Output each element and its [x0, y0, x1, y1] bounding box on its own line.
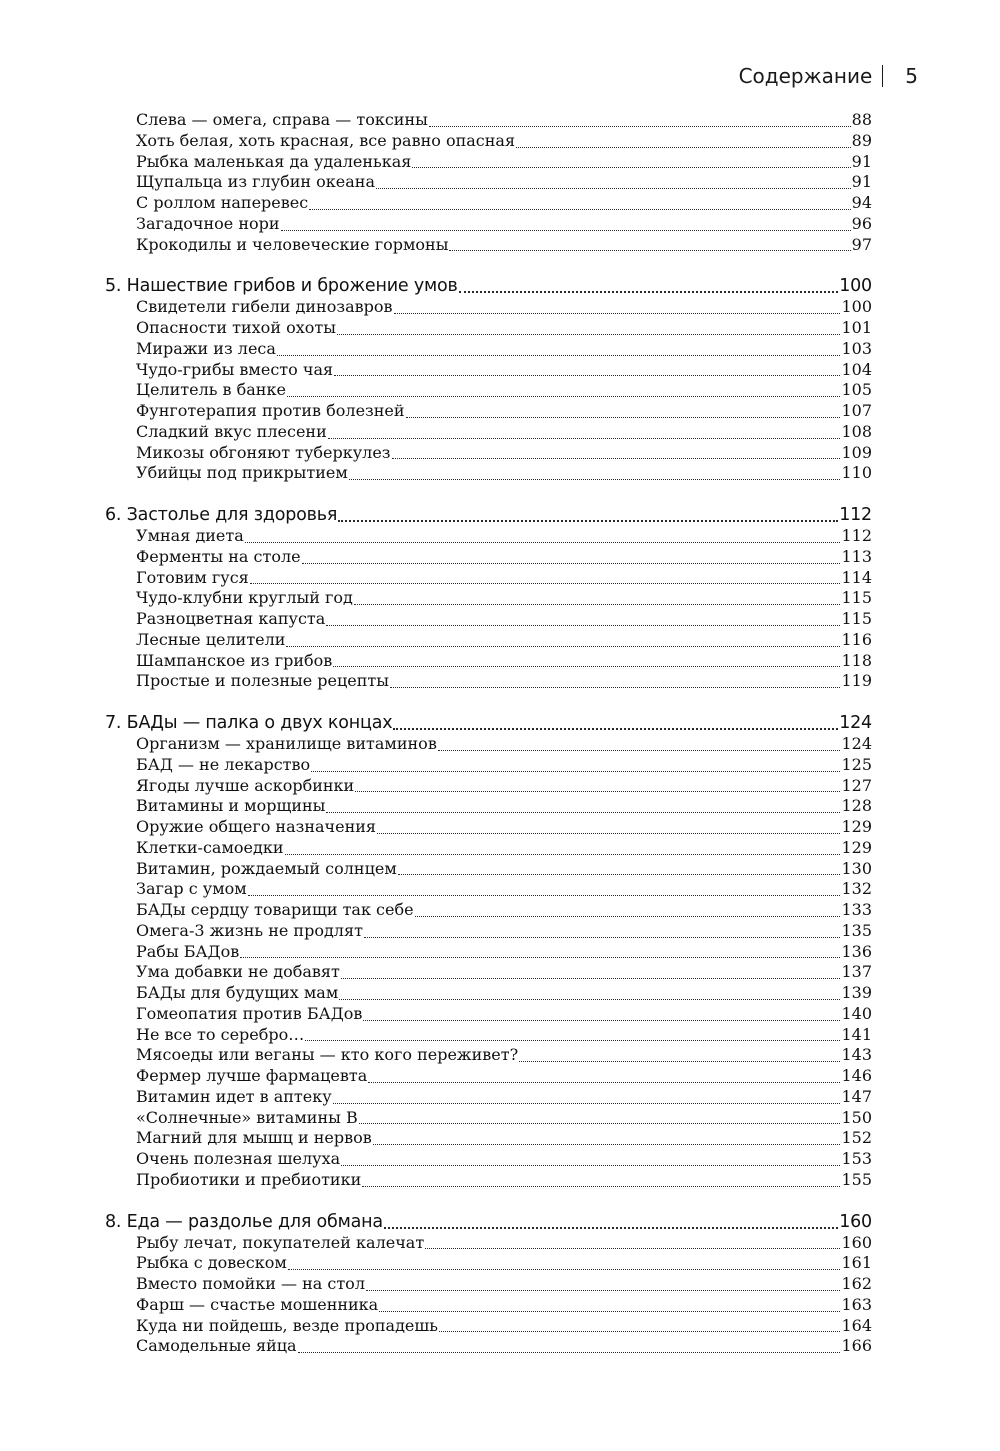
- entry-page-number: 140: [841, 1003, 872, 1023]
- entry-title: Не все то серебро…: [136, 1024, 305, 1044]
- entry-page-number: 113: [841, 546, 872, 566]
- entry-page-number: 132: [841, 879, 872, 899]
- entry-page-number: 91: [851, 172, 872, 192]
- table-of-contents: [0, 110, 1000, 1357]
- entry-title: Витамин, рождаемый солнцем: [136, 858, 397, 878]
- entry-title: Фунготерапия против болезней: [136, 401, 405, 420]
- toc-entry[interactable]: [136, 983, 872, 1004]
- dot-leader: [355, 791, 840, 792]
- entry-title: БАД — не лекарство: [136, 754, 311, 774]
- toc-entry[interactable]: [136, 131, 872, 152]
- toc-entry[interactable]: [136, 1316, 872, 1337]
- dot-leader: [438, 750, 841, 751]
- toc-entry[interactable]: [136, 318, 872, 339]
- entry-page-number: 146: [841, 1066, 872, 1085]
- entry-title: БАДы сердцу товарищи так себе: [136, 900, 414, 919]
- entry-page-number: 104: [841, 359, 872, 379]
- entry-title: Рыбка маленькая да удаленькая: [136, 151, 412, 171]
- entry-page-number: 91: [851, 151, 872, 171]
- toc-entry[interactable]: [136, 1274, 872, 1295]
- dot-leader: [288, 1269, 841, 1270]
- toc-entry[interactable]: [136, 921, 872, 942]
- entry-title: Фермер лучше фармацевта: [136, 1066, 368, 1085]
- dot-leader: [376, 188, 851, 189]
- dot-leader: [362, 1186, 840, 1187]
- dot-leader: [349, 479, 841, 480]
- entry-page-number: 125: [841, 754, 872, 774]
- dot-leader: [277, 355, 841, 356]
- entry-page-number: 116: [841, 629, 872, 649]
- dot-leader: [390, 687, 840, 688]
- entry-page-number: 128: [841, 796, 872, 816]
- toc-entry[interactable]: [136, 235, 872, 256]
- dot-leader: [337, 334, 841, 335]
- entry-page-number: 139: [841, 983, 872, 1002]
- dot-leader: [368, 1082, 840, 1083]
- dot-leader: [384, 1227, 838, 1229]
- entry-title: Загадочное нори: [136, 213, 280, 233]
- entry-title: Микозы обгоняют туберкулез: [136, 442, 391, 462]
- entry-title: Лесные целители: [136, 629, 286, 649]
- toc-entry[interactable]: [136, 339, 872, 360]
- toc-entry[interactable]: [136, 1025, 872, 1046]
- toc-entry[interactable]: [136, 1170, 872, 1191]
- dot-leader: [373, 1144, 841, 1145]
- toc-entry[interactable]: [136, 755, 872, 776]
- entry-title: Крокодилы и человеческие гормоны: [136, 234, 449, 254]
- dot-leader: [406, 417, 841, 418]
- entry-page-number: 118: [841, 650, 872, 670]
- dot-leader: [363, 1020, 840, 1021]
- toc-entry[interactable]: [136, 859, 872, 880]
- dot-leader: [459, 291, 839, 293]
- dot-leader: [415, 916, 841, 917]
- toc-entry[interactable]: [136, 172, 872, 193]
- toc-entry[interactable]: [136, 776, 872, 797]
- dot-leader: [439, 1331, 840, 1332]
- dot-leader: [359, 1123, 841, 1124]
- entry-page-number: 119: [841, 671, 872, 691]
- entry-title: Самодельные яйца: [136, 1336, 297, 1356]
- entry-title: «Солнечные» витамины В: [136, 1107, 358, 1127]
- toc-entry[interactable]: [136, 1336, 872, 1357]
- toc-entry[interactable]: [136, 1087, 872, 1108]
- dot-leader: [341, 1165, 840, 1166]
- dot-leader: [326, 812, 840, 813]
- entry-title: Омега-3 жизнь не продлят: [136, 920, 363, 940]
- entry-page-number: 143: [841, 1045, 872, 1065]
- entry-title: Слева — омега, справа — токсины: [136, 110, 428, 129]
- entry-title: Витамин идет в аптеку: [136, 1086, 332, 1106]
- continued-section: [0, 110, 1000, 255]
- toc-entry[interactable]: [136, 1253, 872, 1274]
- entry-title: Целитель в банке: [136, 380, 286, 400]
- entry-title: Умная диета: [136, 526, 244, 545]
- entry-title: БАДы для будущих мам: [136, 983, 339, 1002]
- dot-leader: [338, 520, 838, 522]
- dot-leader: [377, 833, 840, 834]
- entry-title: Магний для мышц и нервов: [136, 1128, 372, 1148]
- entry-title: Миражи из леса: [136, 338, 276, 358]
- running-head: [739, 60, 918, 92]
- dot-leader: [333, 666, 840, 667]
- toc-entry[interactable]: [136, 838, 872, 859]
- entry-page-number: 162: [841, 1274, 872, 1293]
- entry-title: Организм — хранилище витаминов: [136, 734, 437, 753]
- toc-entry[interactable]: [136, 1128, 872, 1149]
- toc-entry[interactable]: [136, 152, 872, 173]
- entry-title: Разноцветная капуста: [136, 609, 326, 628]
- toc-entry[interactable]: [136, 900, 872, 921]
- dot-leader: [311, 771, 840, 772]
- toc-entry[interactable]: [136, 547, 872, 568]
- entry-page-number: 115: [841, 588, 872, 608]
- entry-title: Оружие общего назначения: [136, 817, 377, 836]
- entry-title: Щупальца из глубин океана: [136, 172, 375, 192]
- dot-leader: [364, 937, 841, 938]
- entry-title: Рабы БАДов: [136, 941, 240, 961]
- entry-title: Убийцы под прикрытием: [136, 463, 348, 483]
- entry-title: Чудо-грибы вместо чая: [136, 359, 334, 379]
- toc-entry[interactable]: [136, 588, 872, 609]
- dot-leader: [341, 978, 841, 979]
- entry-title: Загар с умом: [136, 879, 247, 899]
- entry-page-number: 115: [841, 609, 872, 628]
- chapter-section: [0, 275, 1000, 484]
- toc-entry[interactable]: [136, 443, 872, 464]
- chapter-section: [0, 504, 1000, 692]
- dot-leader: [429, 126, 851, 127]
- dot-leader: [298, 1352, 841, 1353]
- chapter-heading[interactable]: [105, 712, 872, 734]
- entry-page-number: 141: [841, 1024, 872, 1044]
- entry-page-number: 147: [841, 1086, 872, 1106]
- dot-leader: [339, 999, 840, 1000]
- entry-title: Фарш — счастье мошенника: [136, 1294, 379, 1314]
- toc-entry[interactable]: [136, 1004, 872, 1025]
- chapter-page-number: 124: [839, 713, 872, 733]
- entry-page-number: 161: [841, 1253, 872, 1273]
- dot-leader: [287, 396, 841, 397]
- toc-entry[interactable]: [136, 1149, 872, 1170]
- toc-entry[interactable]: [136, 463, 872, 484]
- dot-leader: [245, 542, 841, 543]
- page-number: 5: [905, 64, 918, 88]
- dot-leader: [392, 458, 841, 459]
- toc-entry[interactable]: [136, 651, 872, 672]
- entry-page-number: 124: [841, 734, 872, 753]
- toc-entry[interactable]: [136, 630, 872, 651]
- entry-page-number: 163: [841, 1294, 872, 1314]
- chapter-title: 6. Застолье для здоровья: [105, 505, 338, 525]
- chapter-page-number: 160: [839, 1211, 872, 1232]
- toc-entry[interactable]: [136, 609, 872, 630]
- dot-leader: [302, 563, 841, 564]
- entry-page-number: 155: [841, 1169, 872, 1189]
- dot-leader: [379, 1311, 840, 1312]
- entry-title: Очень полезная шелуха: [136, 1149, 341, 1168]
- toc-entry[interactable]: [136, 817, 872, 838]
- dot-leader: [326, 625, 840, 626]
- entry-title: Опасности тихой охоты: [136, 318, 336, 337]
- toc-entry[interactable]: [136, 297, 872, 318]
- entry-page-number: 97: [851, 234, 872, 254]
- dot-leader: [366, 1290, 840, 1291]
- header-divider: [882, 65, 883, 87]
- entry-page-number: 101: [841, 318, 872, 337]
- entry-title: Готовим гуся: [136, 567, 249, 587]
- toc-entry[interactable]: [136, 1295, 872, 1316]
- toc-entry[interactable]: [136, 671, 872, 692]
- chapter-heading[interactable]: [105, 504, 872, 526]
- entry-page-number: 105: [841, 380, 872, 400]
- chapter-page-number: 100: [839, 276, 872, 297]
- entry-page-number: 127: [841, 775, 872, 795]
- toc-entry[interactable]: [136, 110, 872, 131]
- entry-title: Ягоды лучше аскорбинки: [136, 775, 355, 795]
- toc-entry[interactable]: [136, 1108, 872, 1129]
- dot-leader: [305, 1040, 840, 1041]
- entry-title: Шампанское из грибов: [136, 650, 333, 670]
- dot-leader: [309, 209, 850, 210]
- entry-page-number: 137: [841, 962, 872, 982]
- entry-page-number: 133: [841, 900, 872, 919]
- toc-entry[interactable]: [136, 380, 872, 401]
- entry-page-number: 88: [851, 110, 872, 129]
- dot-leader: [394, 313, 841, 314]
- toc-entry[interactable]: [136, 401, 872, 422]
- entry-page-number: 96: [851, 213, 872, 233]
- entry-title: Мясоеды или веганы — кто кого переживет?: [136, 1045, 519, 1065]
- chapter-page-number: 112: [839, 505, 872, 525]
- entry-title: Сладкий вкус плесени: [136, 421, 327, 441]
- toc-entry[interactable]: [136, 734, 872, 755]
- dot-leader: [412, 167, 850, 168]
- toc-entry[interactable]: [136, 1233, 872, 1254]
- entry-title: Свидетели гибели динозавров: [136, 297, 393, 317]
- entry-page-number: 107: [841, 401, 872, 420]
- chapter-title: 7. БАДы — палка о двух концах: [105, 713, 393, 733]
- entry-page-number: 153: [841, 1149, 872, 1168]
- toc-entry[interactable]: [136, 796, 872, 817]
- toc-entry[interactable]: [136, 942, 872, 963]
- toc-entry[interactable]: [136, 526, 872, 547]
- toc-entry[interactable]: [136, 422, 872, 443]
- dot-leader: [240, 957, 840, 958]
- toc-entry[interactable]: [136, 214, 872, 235]
- entry-title: Рыбка с довеском: [136, 1253, 287, 1273]
- entry-page-number: 129: [841, 837, 872, 857]
- entry-page-number: 108: [841, 421, 872, 441]
- dot-leader: [425, 1248, 840, 1249]
- entry-page-number: 103: [841, 338, 872, 358]
- dot-leader: [285, 854, 841, 855]
- entry-title: Простые и полезные рецепты: [136, 671, 390, 691]
- entry-page-number: 89: [851, 130, 872, 150]
- entry-page-number: 160: [841, 1232, 872, 1252]
- dot-leader: [516, 147, 851, 148]
- dot-leader: [250, 583, 841, 584]
- entry-title: Ума добавки не добавят: [136, 962, 340, 982]
- entry-title: Пробиотики и пребиотики: [136, 1169, 362, 1189]
- entry-title: Гомеопатия против БАДов: [136, 1003, 363, 1023]
- toc-entry[interactable]: [136, 568, 872, 589]
- dot-leader: [334, 375, 840, 376]
- chapter-heading[interactable]: [105, 1211, 872, 1233]
- entry-page-number: 100: [841, 297, 872, 317]
- entry-page-number: 94: [851, 193, 872, 212]
- entry-page-number: 109: [841, 442, 872, 462]
- dot-leader: [333, 1103, 841, 1104]
- dot-leader: [248, 895, 841, 896]
- entry-title: Куда ни пойдешь, везде пропадешь: [136, 1315, 438, 1335]
- entry-title: Клетки-самоедки: [136, 837, 284, 857]
- dot-leader: [393, 728, 838, 730]
- dot-leader: [354, 604, 841, 605]
- toc-entry[interactable]: [136, 193, 872, 214]
- dot-leader: [449, 250, 850, 251]
- entry-page-number: 130: [841, 858, 872, 878]
- toc-entry[interactable]: [136, 879, 872, 900]
- entry-page-number: 135: [841, 920, 872, 940]
- entry-page-number: 136: [841, 941, 872, 961]
- toc-entry[interactable]: [136, 1066, 872, 1087]
- chapter-heading[interactable]: [105, 275, 872, 297]
- dot-leader: [398, 874, 841, 875]
- dot-leader: [328, 438, 841, 439]
- dot-leader: [519, 1061, 840, 1062]
- entry-page-number: 150: [841, 1107, 872, 1127]
- entry-title: Хоть белая, хоть красная, все равно опасная: [136, 130, 516, 150]
- toc-entry[interactable]: [136, 962, 872, 983]
- toc-entry[interactable]: [136, 360, 872, 381]
- entry-title: Ферменты на столе: [136, 546, 301, 566]
- chapter-section: [0, 1211, 1000, 1358]
- dot-leader: [281, 230, 851, 231]
- entry-title: Вместо помойки — на стол: [136, 1274, 365, 1293]
- entry-title: Рыбу лечат, покупателей калечат: [136, 1232, 425, 1252]
- entry-page-number: 114: [841, 567, 872, 587]
- dot-leader: [286, 646, 840, 647]
- entry-title: С роллом наперевес: [136, 193, 309, 212]
- entry-page-number: 166: [841, 1336, 872, 1356]
- entry-page-number: 129: [841, 817, 872, 836]
- chapter-section: [0, 712, 1000, 1191]
- toc-entry[interactable]: [136, 1045, 872, 1066]
- section-title: Содержание: [738, 64, 873, 88]
- chapter-title: 5. Нашествие грибов и брожение умов: [105, 276, 458, 297]
- entry-page-number: 152: [841, 1128, 872, 1148]
- entry-title: Чудо-клубни круглый год: [136, 588, 353, 608]
- chapter-title: 8. Еда — раздолье для обмана: [105, 1211, 383, 1232]
- entry-page-number: 112: [841, 526, 872, 545]
- entry-title: Витамины и морщины: [136, 796, 326, 816]
- entry-page-number: 164: [841, 1315, 872, 1335]
- entry-page-number: 110: [841, 463, 872, 483]
